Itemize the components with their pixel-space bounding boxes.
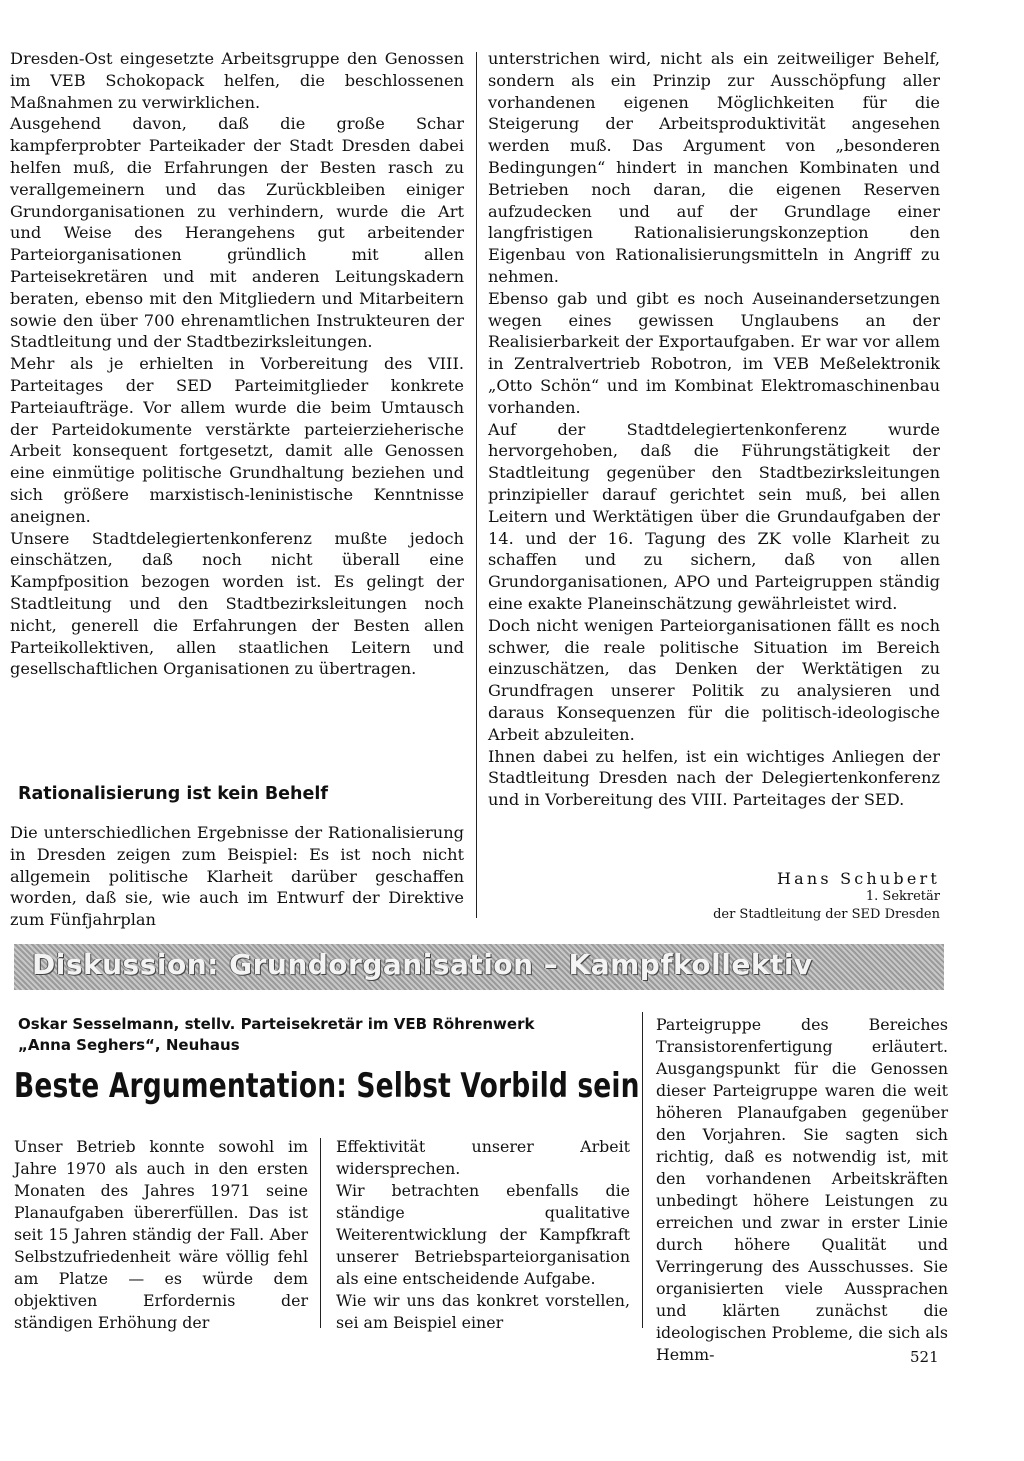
section-banner — [14, 944, 944, 990]
author-name: Hans Schubert — [776, 869, 940, 888]
article-column-3 — [656, 1014, 948, 1366]
page-number: 521 — [910, 1348, 939, 1366]
paragraph: Mehr als je erhielten in Vorbereitung des VIII. Parteitages der SED Parteimitglieder konkrete Parteiaufträge. Vor allem wurde die beim Umtausch der Parteidokumente verstärkte parteierzieherische Arbeit konsequent fortgesetzt, damit alle Genossen eine einmütige politische Grundhaltung beziehen und sich größere marxistisch-leninistische Kenntnisse aneignen. — [10, 354, 464, 526]
column-divider — [320, 1138, 321, 1328]
left-column-continued — [10, 822, 464, 931]
paragraph: Unser Betrieb konnte sowohl im Jahre 1970 als auch in den ersten Monaten des Jahres 1971 seine Planaufgaben übererfüllen. Das ist seit 15 Jahren ständig der Fall. Aber Selbstzufriedenheit wäre völlig fehl am Platze — es würde dem objektiven Erfordernis der ständigen Erhöhung der — [14, 1137, 308, 1332]
article-byline — [18, 1014, 638, 1056]
paragraph: Wir betrachten ebenfalls die ständige qualitative Weiterentwicklung der Kampfkraft unserer Betriebsparteiorganisation als eine entscheidende Aufgabe. — [336, 1181, 630, 1288]
paragraph: Auf der Stadtdelegiertenkonferenz wurde hervorgehoben, daß die Führungstätigkeit der Stadtleitung gegenüber den Stadtbezirksleitungen prinzipieller darauf gerichtet sein muß, bei allen Leitern und Werktätigen über die Grundaufgaben der 14. und der 16. Tagung des ZK volle Klarheit zu schaffen und zu sichern, daß von allen Grundorganisationen, APO und Parteigruppen ständig eine exakte Planeinschätzung gewährleistet wird. — [488, 419, 940, 613]
author-role: 1. Sekretär — [865, 889, 940, 904]
paragraph: Ebenso gab und gibt es noch Auseinandersetzungen wegen eines gewissen Unglaubens an der Realisierbarkeit der Exportaufgaben. Er war vor allem in Zentralvertrieb Robotron, im VEB Meßelektronik „Otto Schön“ und im Kombinat Elektromaschinenbau vorhanden. — [488, 288, 940, 417]
paragraph: Doch nicht wenigen Parteiorganisationen fällt es noch schwer, die reale politische Situation im Bereich einzuschätzen, das Denken der Werktätigen zu Grundfragen unserer Politik zu analysieren und daraus Konsequenzen für die politisch-ideologische Arbeit abzuleiten. — [488, 615, 940, 744]
byline-line: Oskar Sesselmann, stellv. Parteisekretär im VEB Röhrenwerk — [18, 1015, 535, 1033]
banner-title: Diskussion: Grundorganisation – Kampfkollektiv — [32, 948, 813, 981]
paragraph: Unsere Stadtdelegiertenkonferenz mußte jedoch einschätzen, daß noch nicht überall eine Kampfposition bezogen worden ist. Es gelingt der Stadtleitung und den Stadtbezirksleitungen noch nicht, generell die Erfahrungen der Besten allen Parteikollektiven, allen staatlichen Leitern und gesellschaftlichen Organisationen zu übertragen. — [10, 528, 464, 679]
left-column — [10, 48, 464, 680]
right-column — [488, 48, 940, 811]
paragraph: Ihnen dabei zu helfen, ist ein wichtiges Anliegen der Stadtleitung Dresden nach der Delegiertenkonferenz und in Vorbereitung des VIII. Parteitages der SED. — [488, 746, 940, 810]
section-subheading: Rationalisierung ist kein Behelf — [18, 784, 328, 804]
paragraph: Dresden-Ost eingesetzte Arbeitsgruppe den Genossen im VEB Schokopack helfen, die beschlossenen Maßnahmen zu verwirklichen. — [10, 49, 464, 112]
paragraph: Effektivität unserer Arbeit widersprechen. — [336, 1137, 630, 1178]
paragraph: Die unterschiedlichen Ergebnisse der Rationalisierung in Dresden zeigen zum Beispiel: Es ist noch nicht allgemein politische Klarheit darüber geschaffen worden, daß sie, wie auch im Entwurf der Direktive zum Fünfjahrplan — [10, 823, 464, 930]
author-organization: der Stadtleitung der SED Dresden — [713, 907, 940, 922]
article-column-2 — [336, 1136, 630, 1334]
paragraph: Parteigruppe des Bereiches Transistorenfertigung erläutert. Ausgangspunkt für die Genossen dieser Parteigruppe waren die weit höheren Planaufgaben gegenüber den Vorjahren. Sie sagten sich richtig, daß es notwendig ist, mit den vorhandenen Arbeitskräften unbedingt höhere Leistungen zu erreichen und zwar in erster Linie durch höhere Qualität und Verringerung des Ausschusses. Sie organisierten viele Aussprachen und klärten zunächst die ideologischen Probleme, die sich als Hemm- — [656, 1015, 948, 1364]
column-divider — [476, 52, 477, 918]
paragraph: unterstrichen wird, nicht als ein zeitweiliger Behelf, sondern als ein Prinzip zur Ausschöpfung aller vorhandenen eigenen Möglichkeiten für die Steigerung der Arbeitsproduktivität angesehen werden muß. Das Argument von „besonderen Bedingungen“ hindert in manchen Kombinaten und Betrieben noch daran, die eigenen Reserven aufzudecken und auf der Grundlage einer langfristigen Rationalisierungskonzeption den Eigenbau von Rationalisierungsmitteln in Angriff zu nehmen. — [488, 49, 940, 286]
article-headline: Beste Argumentation: Selbst Vorbild sein — [14, 1066, 640, 1106]
article-column-1 — [14, 1136, 308, 1334]
paragraph: Ausgehend davon, daß die große Schar kampferprobter Parteikader der Stadt Dresden dabei helfen muß, die Erfahrungen der Besten rasch zu verallgemeinern und das Zurückbleiben einiger Grundorganisationen zu verhindern, wurde die Art und Weise des Herangehens gut arbeitender Parteiorganisationen gründlich mit allen Parteisekretären und mit anderen Leitungskadern beraten, ebenso mit den Mitgliedern und Mitarbeitern sowie den über 700 ehrenamtlichen Instrukteuren der Stadtleitung und der Stadtbezirksleitungen. — [10, 114, 464, 352]
signature-block — [713, 870, 940, 924]
paragraph: Wie wir uns das konkret vorstellen, sei am Beispiel einer — [336, 1291, 630, 1332]
byline-line: „Anna Seghers“, Neuhaus — [18, 1036, 240, 1054]
column-divider — [642, 1012, 643, 1328]
